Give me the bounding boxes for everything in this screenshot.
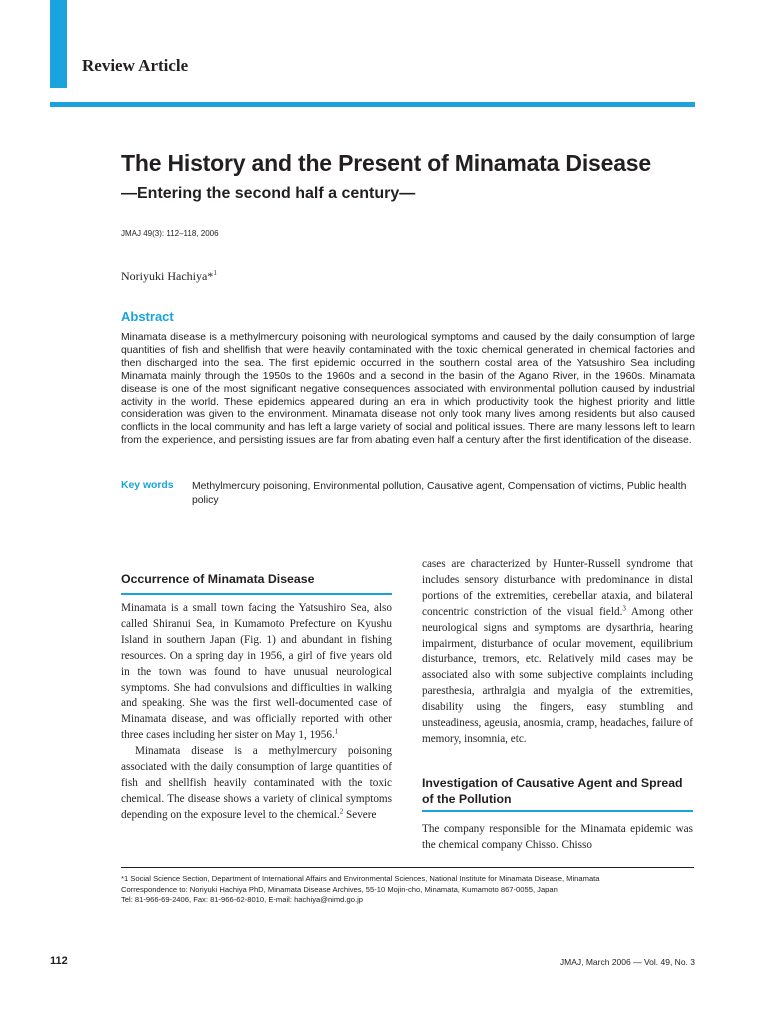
paragraph-text: The company responsible for the Minamata epidemic was the chemical company Chisso. Chisso [422,823,693,851]
footnotes [121,874,701,906]
author-footnote-mark: 1 [213,269,217,277]
abstract-heading: Abstract [121,309,174,324]
section-heading-occurrence: Occurrence of Minamata Disease [121,571,392,595]
paragraph-text: Minamata disease is a methylmercury poisoning associated with the daily consumption of large quantities of fish and shellfish heavily contaminated with the toxic chemical. The disease shows a variety of clinical symptoms depending on the exposure level to the chemical. [121,745,392,821]
section-heading-investigation: Investigation of Causative Agent and Spread of the Pollution [422,775,693,812]
journal-footer: JMAJ, March 2006 — Vol. 49, No. 3 [559,957,695,967]
body-column-right [422,557,693,748]
body-column-left [121,601,392,824]
author-line [121,269,217,284]
footnote-correspondence: Correspondence to: Noriyuki Hachiya PhD, Minamata Disease Archives, 55-10 Mojin-cho, Minamata, Kumamoto 867-0055, Japan [121,884,558,894]
paragraph: cases are characterized by Hunter-Russell syndrome that includes sensory disturbance with predominance in distal portions of the extremities, cerebellar ataxia, and bilateral concentric constriction of the visual field.$^3$ Among other neurological signs and symptoms are dysarthria, hearing impairment, disturbance of ocular movement, equilibrium disturbance, tremors, etc. Relatively mild cases may be associated also with some subjective complaints including paresthesia, arthralgia and myalgia of the extremities, disability using the fingers, easy stumbling and unsteadiness, ageusia, anosmia, cramp, headaches, failure of memory, insomnia, etc. [422,558,693,745]
header-rule [50,102,695,107]
section-label: Review Article [82,56,189,75]
keywords-label: Key words [121,480,174,491]
page-number: 112 [50,955,68,967]
body-column-right-lower [422,822,693,854]
paragraph [121,601,392,744]
journal-citation: JMAJ 49(3): 112–118, 2006 [121,229,219,238]
reference-mark: 1 [334,727,339,736]
reference-mark: 2 [339,807,344,816]
footnote-affiliation: *1 Social Science Section, Department of International Affairs and Environmental Sciences, National Institute for Minamata Disease, Minamata [121,874,600,883]
footnote-rule [121,867,694,868]
reference-mark: 3 [622,603,626,612]
keywords-text: Methylmercury poisoning, Environmental pollution, Causative agent, Compensation of victims, Public health policy [192,481,687,506]
header-accent-bar [50,0,67,88]
footnote-contact: Tel: 81-966-69-2406, Fax: 81-966-62-8010, E-mail: hachiya@nimd.go.jp [121,895,363,905]
article-title: The History and the Present of Minamata Disease [121,150,651,176]
paragraph-text: Minamata is a small town facing the Yatsushiro Sea, also called Shiranui Sea, in Kumamoto Prefecture on Kyushu Island in southern Japan (Fig. 1) and abundant in fishing resources. On a spring day in 1956, a girl of five years old in the town was found to have unusual neurological symptoms. She had convulsions and difficulties in walking and speaking. She was the first well-documented case of Minamata disease, and was officially reported with other three cases including her sister on May 1, 1956. [121,602,392,742]
article-subtitle: —Entering the second half a century— [121,185,416,202]
author-name: Noriyuki Hachiya* [121,269,214,283]
abstract-text: Minamata disease is a methylmercury poisoning with neurological symptoms and caused by the daily consumption of large quantities of fish and shellfish that were heavily contaminated with the toxic chemical generated in chemical factories and then discharged into the sea. The first epidemic occurred in the southern costal area of the Yatsushiro Sea including Minamata mainly through the 1950s to the 1960s and a second in the basin of the Agano River, in the 1960s. Minamata disease is one of the most significant negative consequences associated with environmental pollution caused by industrial activity in the world. These epidemics appeared during an era in which productivity took the highest priority and little consideration was given to the environment. Minamata disease not only took many lives among residents but also caused conflicts in the local community and has left a large variety of social and political issues. There are many lessons left to learn from the experience, and persisting issues are far from abating even half a century after the first identification of the disease. [121,332,695,447]
paragraph: Minamata disease is a methylmercury poisoning associated with the daily consumption of large quantities of fish and shellfish heavily contaminated with the toxic chemical. The disease shows a variety of clinical symptoms depending on the exposure level to the chemical.$^2$ Severe [121,745,392,821]
paragraph-text: Among other neurological signs and symptoms are dysarthria, hearing impairment, disturbance of ocular movement, equilibrium disturbance, tremors, etc. Relatively mild cases may be associated also with some subjective complaints including paresthesia, arthralgia and myalgia of the extremities, disability using the fingers, easy stumbling and unsteadiness, ageusia, anosmia, cramp, headaches, failure of memory, insomnia, etc. [422,605,693,745]
